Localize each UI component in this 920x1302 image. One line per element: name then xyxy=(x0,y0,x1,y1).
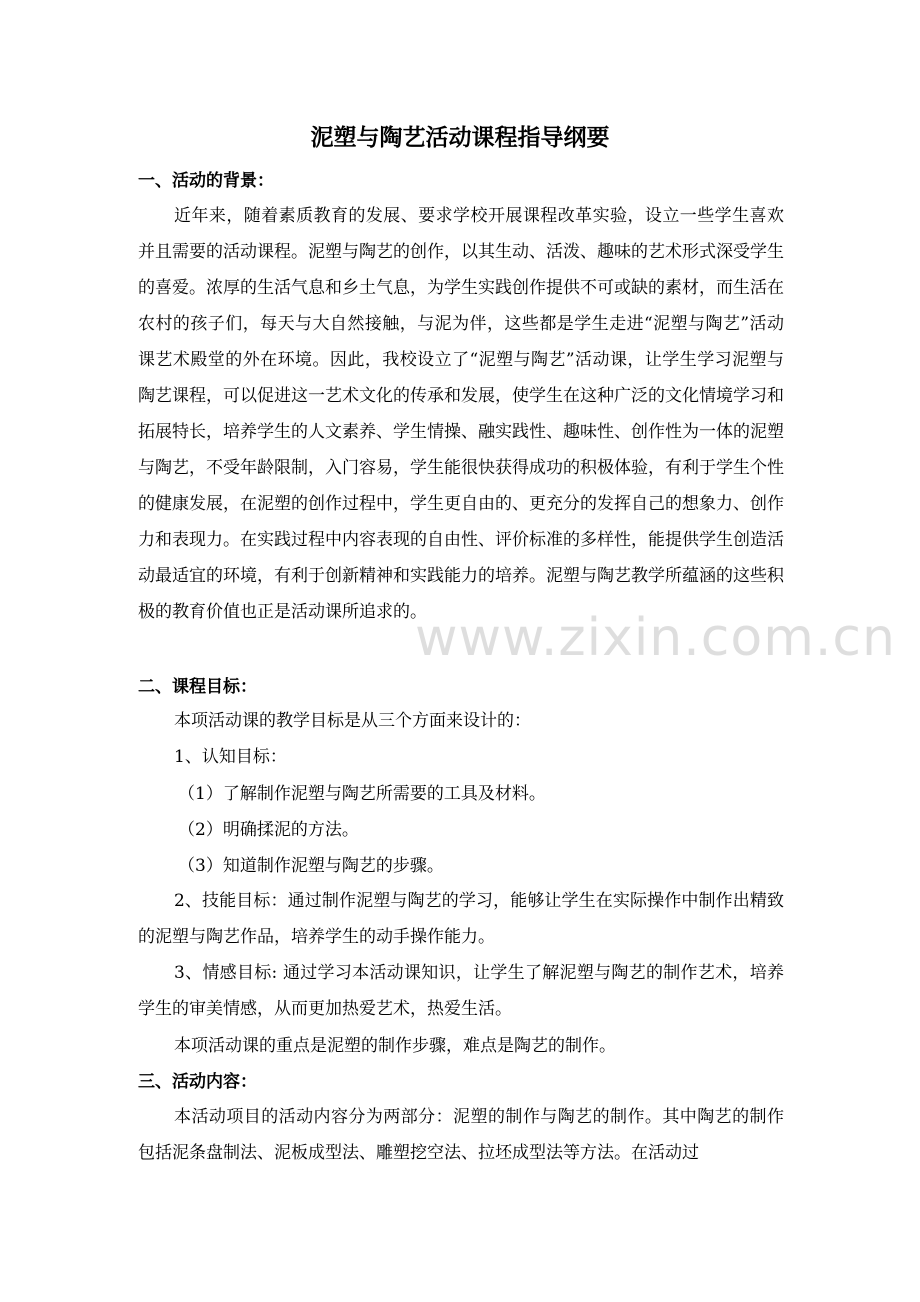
section-heading-goals: 二、课程目标： xyxy=(138,677,257,697)
section-heading-background: 一、活动的背景： xyxy=(138,171,274,191)
document-title: 泥塑与陶艺活动课程指导纲要 xyxy=(310,124,610,151)
goal-skill-paragraph: 2、技能目标：通过制作泥塑与陶艺的学习，能够让学生在实际操作中制作出精致的泥塑与陶艺作品，培养学生的动手操作能力。 xyxy=(138,891,784,947)
background-paragraph: 近年来，随着素质教育的发展、要求学校开展课程改革实验，设立一些学生喜欢并且需要的活动课程。泥塑与陶艺的创作，以其生动、活泼、趣味的艺术形式深受学生的喜爱。浓厚的生活气息和乡土气息，为学生实践创作提供不可或缺的素材，而生活在农村的孩子们，每天与大自然接触，与泥为伴，这些都是学生走进“泥塑与陶艺”活动课艺术殿堂的外在环境。因此，我校设立了“泥塑与陶艺”活动课，让学生学习泥塑与陶艺课程，可以促进这一艺术文化的传承和发展，使学生在这种广泛的文化情境学习和拓展特长，培养学生的人文素养、学生情操、融实践性、趣味性、创作性为一体的泥塑与陶艺，不受年龄限制，入门容易，学生能很快获得成功的积极体验，有利于学生个性的健康发展，在泥塑的创作过程中，学生更自由的、更充分的发挥自己的想象力、创作力和表现力。在实践过程中内容表现的自由性、评价标准的多样性，能提供学生创造活动最适宜的环境，有利于创新精神和实践能力的培养。泥塑与陶艺教学所蕴涵的这些积极的教育价值也正是活动课所追求的。 xyxy=(138,206,784,622)
goal-cognitive-item-2: （2）明确揉泥的方法。 xyxy=(178,820,359,840)
goal-emotion-paragraph: 3、情感目标: 通过学习本活动课知识，让学生了解泥塑与陶艺的制作艺术，培养学生的审美情感，从而更加热爱艺术，热爱生活。 xyxy=(138,963,784,1019)
content-paragraph: 本活动项目的活动内容分为两部分：泥塑的制作与陶艺的制作。其中陶艺的制作包括泥条盘制法、泥板成型法、雕塑挖空法、拉坯成型法等方法。在活动过 xyxy=(138,1107,784,1163)
goal-cognitive-item-3: （3）知道制作泥塑与陶艺的步骤。 xyxy=(178,856,444,876)
goal-cognitive: 1、认知目标： xyxy=(174,747,287,767)
watermark: www.zixin.com.cn xyxy=(415,608,896,668)
focus-line: 本项活动课的重点是泥塑的制作步骤，难点是陶艺的制作。 xyxy=(174,1036,616,1056)
section-heading-content: 三、活动内容： xyxy=(138,1072,257,1092)
goal-cognitive-item-1: （1）了解制作泥塑与陶艺所需要的工具及材料。 xyxy=(178,784,546,804)
goals-intro: 本项活动课的教学目标是从三个方面来设计的： xyxy=(174,711,531,731)
